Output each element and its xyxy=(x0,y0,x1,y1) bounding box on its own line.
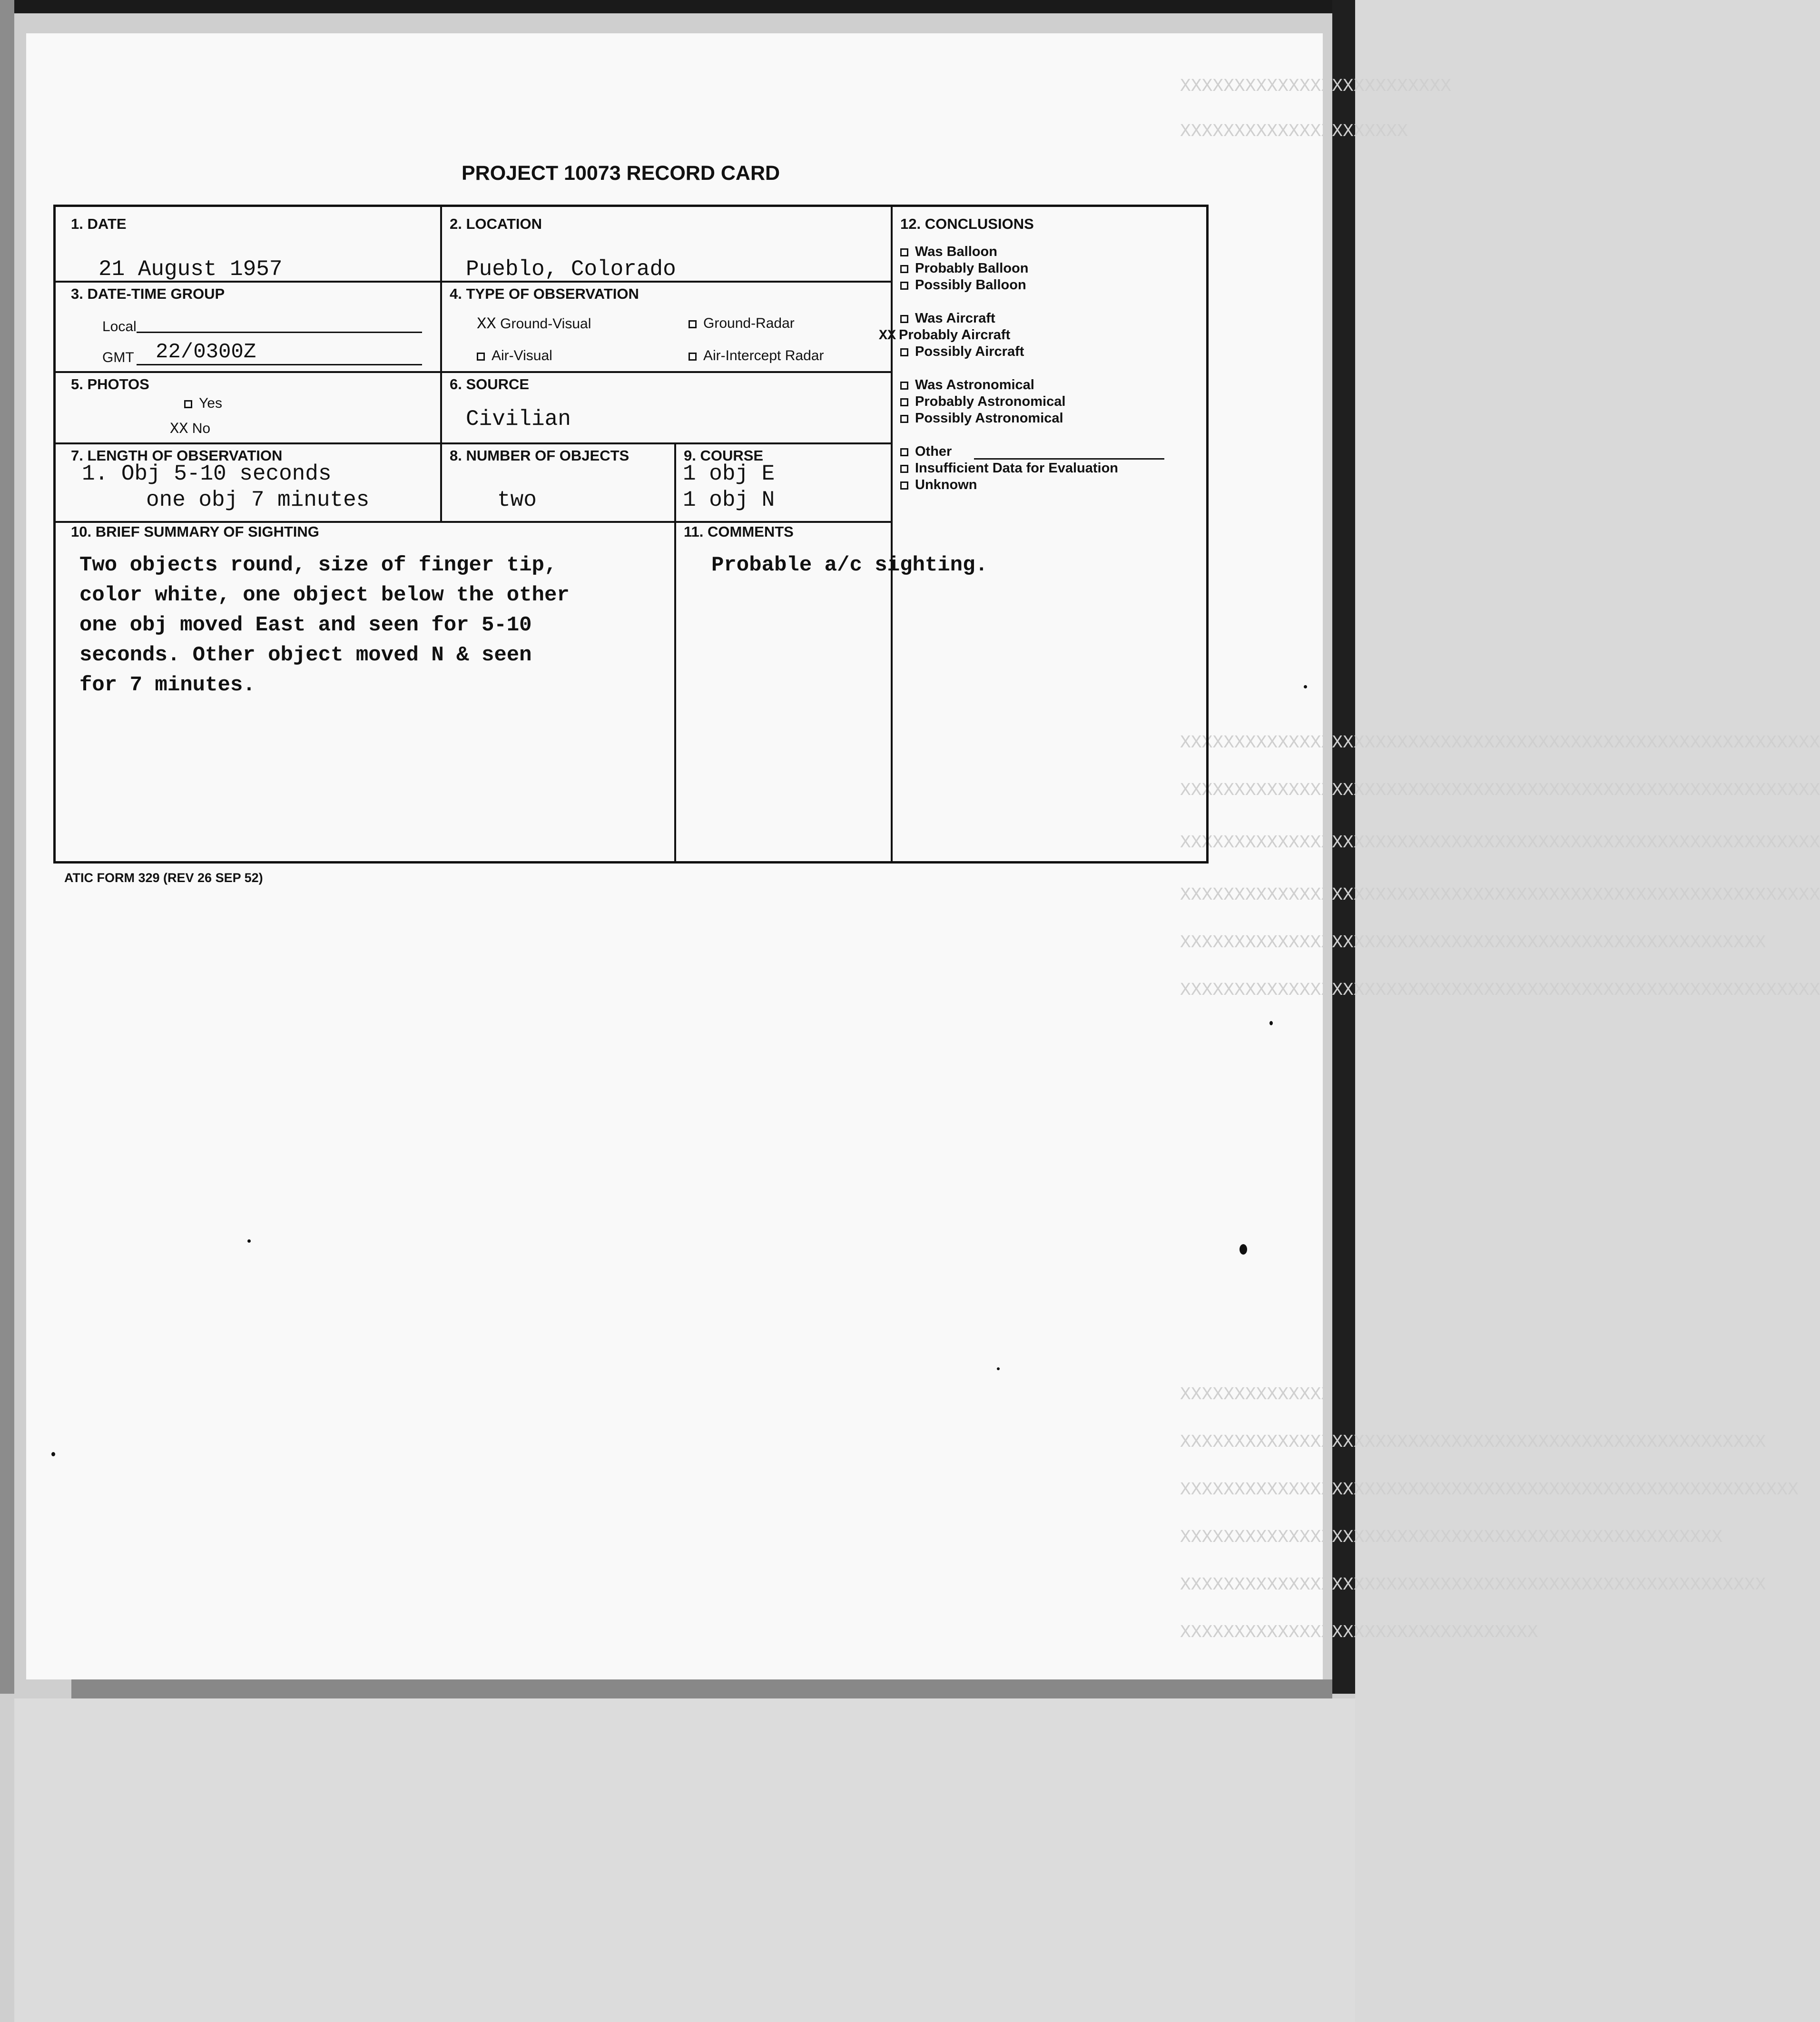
conclusion-probably-astronomical xyxy=(900,394,1065,410)
comments-value: Probable a/c sighting. xyxy=(711,553,988,577)
bleed-through-line: XXXXXXXXXXXXXXXXXXXXXXXXXXXXXXXXXXXXXXXXXXXXXXXXXXXXXX xyxy=(1180,1432,1766,1453)
conclusion-possibly-astronomical xyxy=(900,411,1063,426)
gmt-value: 22/0300Z xyxy=(156,340,256,364)
was-balloon-text: Was Balloon xyxy=(915,244,997,259)
other-line xyxy=(974,458,1164,460)
conclusions-label: 12. CONCLUSIONS xyxy=(900,216,1034,232)
dust-speck xyxy=(51,1452,55,1456)
dust-speck xyxy=(997,1367,1000,1370)
photos-yes-option xyxy=(184,395,222,412)
bleed-through-line: XXXXXXXXXXXXXX xyxy=(1180,1384,1332,1405)
bleed-through-line: XXXXXXXXXXXXXXXXXXXXXXXXXXXXXXXXXXXXXXXXXXXXXXXXXXXXXXXXXXX xyxy=(1180,733,1820,753)
conclusion-was-astronomical xyxy=(900,377,1034,393)
was-astronomical-checkbox xyxy=(900,382,908,390)
conclusion-insufficient-data xyxy=(900,461,1118,476)
number-of-objects-value: two xyxy=(497,488,537,512)
bleed-through-line: XXXXXXXXXXXXXXXXXXXXX xyxy=(1180,121,1408,142)
other-checkbox xyxy=(900,448,908,456)
was-astronomical-text: Was Astronomical xyxy=(915,377,1034,393)
dust-speck xyxy=(1269,1021,1273,1025)
probably-balloon-text: Probably Balloon xyxy=(915,261,1029,276)
conclusion-was-aircraft xyxy=(900,311,995,326)
conclusion-was-balloon xyxy=(900,244,997,260)
length-of-observation-label: 7. LENGTH OF OBSERVATION xyxy=(71,447,283,464)
conclusion-other xyxy=(900,444,952,460)
conclusion-probably-balloon xyxy=(900,261,1028,276)
photos-label: 5. PHOTOS xyxy=(71,376,149,393)
possibly-balloon-text: Possibly Balloon xyxy=(915,277,1026,293)
conclusion-possibly-aircraft xyxy=(900,344,1024,360)
air-intercept-radar-option xyxy=(689,348,824,364)
bleed-through-line: XXXXXXXXXXXXXXXXXXXXXXXXXXXXXXXXXXXXXXXXXXXXXXXXXXXXXXXXXXX xyxy=(1180,833,1820,853)
ground-radar-checkbox xyxy=(689,320,697,328)
was-aircraft-checkbox xyxy=(900,315,908,323)
probably-balloon-checkbox xyxy=(900,265,908,273)
length-line-2: one obj 7 minutes xyxy=(146,488,370,512)
bleed-through-line: XXXXXXXXXXXXXXXXXXXXXXXXXXXXXXXXXXXXXXXXXXXXXXXXXX xyxy=(1180,1527,1723,1548)
bleed-through-line: XXXXXXXXXXXXXXXXXXXXXXXXXXXXXXXXXXXXXXXXXXXXXXXXXXXXXXXXX xyxy=(1180,1480,1799,1500)
dust-speck xyxy=(1240,1244,1247,1255)
air-visual-option xyxy=(477,348,552,364)
bleed-through-line: XXXXXXXXXXXXXXXXXXXXXXXXXXXXXXXXXXXXXXXXXXXXXXXXXXXXXXXXXXX xyxy=(1180,980,1820,1001)
ground-radar-text: Ground-Radar xyxy=(703,315,795,331)
unknown-text: Unknown xyxy=(915,477,977,492)
grid-line xyxy=(891,207,893,864)
summary-text: Two objects round, size of finger tip, color white, one object below the other one obj moved East and seen for 5-10 seconds. Other object moved N & seen for 7 minutes. xyxy=(79,553,570,697)
ground-radar-option xyxy=(689,315,795,332)
other-text: Other xyxy=(915,444,952,459)
card-title: PROJECT 10073 RECORD CARD xyxy=(462,162,780,185)
summary-label: 10. BRIEF SUMMARY OF SIGHTING xyxy=(71,523,319,540)
air-intercept-radar-checkbox xyxy=(689,353,697,361)
course-label: 9. COURSE xyxy=(684,447,764,464)
bleed-through-line: XXXXXXXXXXXXXXXXXXXXXXXXXXXXXXXXXXXXXXXXXXXXXXXXXXXXXX xyxy=(1180,932,1766,953)
form-identifier: ATIC FORM 329 (REV 26 SEP 52) xyxy=(64,871,263,885)
comments-label: 11. COMMENTS xyxy=(684,523,794,540)
probably-astronomical-checkbox xyxy=(900,398,908,406)
dust-speck xyxy=(247,1239,251,1243)
record-card xyxy=(53,205,1209,864)
page-edge-shadow xyxy=(71,1679,1332,1698)
conclusion-probably-aircraft xyxy=(879,327,1010,344)
probably-astronomical-text: Probably Astronomical xyxy=(915,394,1066,409)
ground-visual-mark: XX xyxy=(477,315,496,334)
grid-line xyxy=(56,371,891,373)
grid-line xyxy=(56,521,891,523)
source-value: Civilian xyxy=(466,407,571,432)
bleed-through-line: XXXXXXXXXXXXXXXXXXXXXXXXXXXXXXXXX xyxy=(1180,1622,1538,1643)
bleed-through-line: XXXXXXXXXXXXXXXXXXXXXXXXXXXXXXXXXXXXXXXXXXXXXXXXXXXXXX xyxy=(1180,1575,1766,1595)
unknown-checkbox xyxy=(900,481,908,490)
scan-border-left xyxy=(0,0,14,1694)
insufficient-data-text: Insufficient Data for Evaluation xyxy=(915,461,1118,476)
possibly-astronomical-checkbox xyxy=(900,415,908,423)
photos-no-mark: XX xyxy=(170,420,188,438)
location-label: 2. LOCATION xyxy=(450,216,542,232)
number-of-objects-label: 8. NUMBER OF OBJECTS xyxy=(450,447,630,464)
conclusion-possibly-balloon xyxy=(900,277,1026,293)
grid-line xyxy=(440,207,442,521)
date-value: 21 August 1957 xyxy=(98,257,283,282)
was-aircraft-text: Was Aircraft xyxy=(915,311,995,326)
possibly-aircraft-checkbox xyxy=(900,348,908,356)
possibly-aircraft-text: Possibly Aircraft xyxy=(915,344,1024,359)
type-of-observation-label: 4. TYPE OF OBSERVATION xyxy=(450,285,639,302)
conclusion-unknown xyxy=(900,477,977,493)
course-line-2: 1 obj N xyxy=(683,488,775,512)
scan-lower-margin xyxy=(14,1698,1355,2022)
air-intercept-radar-text: Air-Intercept Radar xyxy=(703,348,824,363)
location-value: Pueblo, Colorado xyxy=(466,257,676,282)
photos-yes-checkbox xyxy=(184,400,192,408)
probably-aircraft-text: Probably Aircraft xyxy=(899,327,1011,343)
local-time-line xyxy=(137,332,422,333)
grid-line xyxy=(674,442,676,521)
air-visual-text: Air-Visual xyxy=(492,348,552,363)
gmt-label: GMT xyxy=(102,350,134,365)
bleed-through-line: XXXXXXXXXXXXXXXXXXXXXXXXXXXXXXXXXXXXXXXXXXXXXXXXXXXXXXXXXXX xyxy=(1180,780,1820,801)
probably-aircraft-mark: XX xyxy=(879,328,896,344)
photos-no-option xyxy=(170,420,210,438)
possibly-balloon-checkbox xyxy=(900,282,908,290)
bleed-through-line: XXXXXXXXXXXXXXXXXXXXXXXXX xyxy=(1180,76,1452,97)
ground-visual-text: Ground-Visual xyxy=(500,316,591,332)
was-balloon-checkbox xyxy=(900,248,908,256)
course-line-1: 1 obj E xyxy=(683,461,775,486)
ground-visual-option xyxy=(477,315,591,334)
bleed-through-line: XXXXXXXXXXXXXXXXXXXXXXXXXXXXXXXXXXXXXXXXXXXXXXXXXXXXXXXXXXX xyxy=(1180,885,1820,905)
source-label: 6. SOURCE xyxy=(450,376,530,393)
scan-border-top xyxy=(0,0,1355,13)
date-label: 1. DATE xyxy=(71,216,127,232)
air-visual-checkbox xyxy=(477,353,485,361)
gmt-line xyxy=(137,364,422,365)
local-time-label: Local xyxy=(102,319,137,334)
photos-yes-text: Yes xyxy=(199,395,222,411)
length-line-1: 1. Obj 5-10 seconds xyxy=(82,461,332,486)
possibly-astronomical-text: Possibly Astronomical xyxy=(915,411,1063,426)
date-time-group-label: 3. DATE-TIME GROUP xyxy=(71,285,225,302)
insufficient-data-checkbox xyxy=(900,465,908,473)
grid-line xyxy=(674,521,676,864)
dust-speck xyxy=(1304,685,1307,688)
grid-line xyxy=(56,442,891,444)
photos-no-text: No xyxy=(192,421,211,436)
